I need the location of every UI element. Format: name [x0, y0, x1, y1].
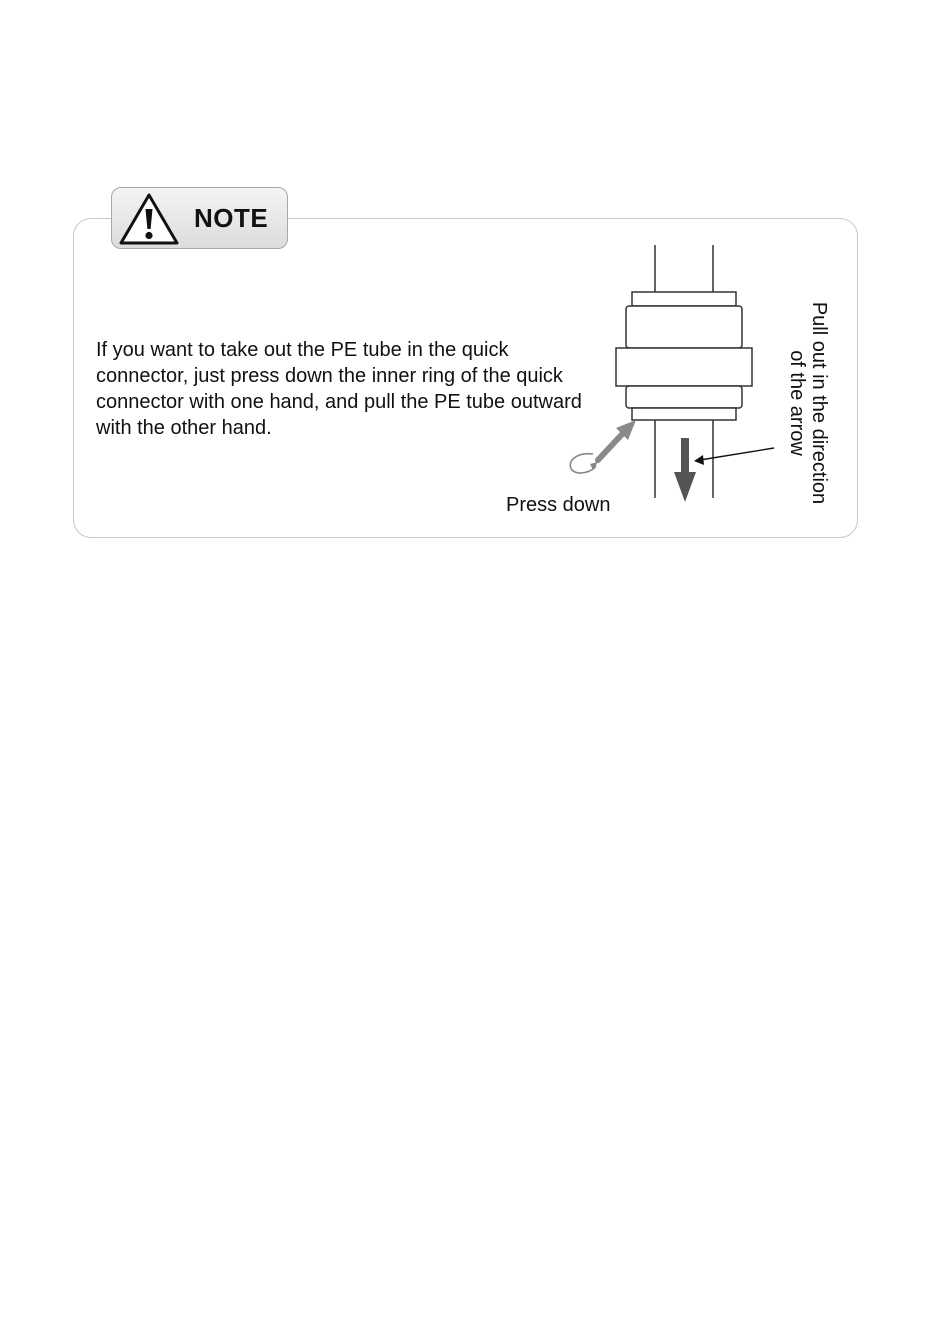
connector-ring — [616, 348, 752, 386]
connector-body-top — [626, 306, 742, 348]
warning-triangle-icon — [117, 191, 181, 247]
note-body-text: If you want to take out the PE tube in the quick connector, just press down the inner ring of the quick connector with one hand, and pull the PE tube outward with the other hand. — [96, 339, 582, 439]
press-down-arrow-icon — [598, 420, 636, 460]
pull-out-label — [786, 288, 830, 518]
pull-out-arrow-icon — [674, 438, 696, 502]
note-title: NOTE — [194, 203, 269, 233]
pull-out-label-line2: of the arrow — [786, 350, 808, 456]
note-header — [111, 187, 288, 249]
rotation-curl-icon — [570, 454, 596, 473]
connector-collar — [632, 292, 736, 306]
connector-body-bottom — [626, 386, 742, 408]
pull-leader-line — [700, 448, 774, 460]
pull-out-label-line1: Pull out in the direction — [808, 301, 830, 505]
inner-release-ring — [632, 408, 736, 420]
press-down-label: Press down — [506, 494, 611, 516]
